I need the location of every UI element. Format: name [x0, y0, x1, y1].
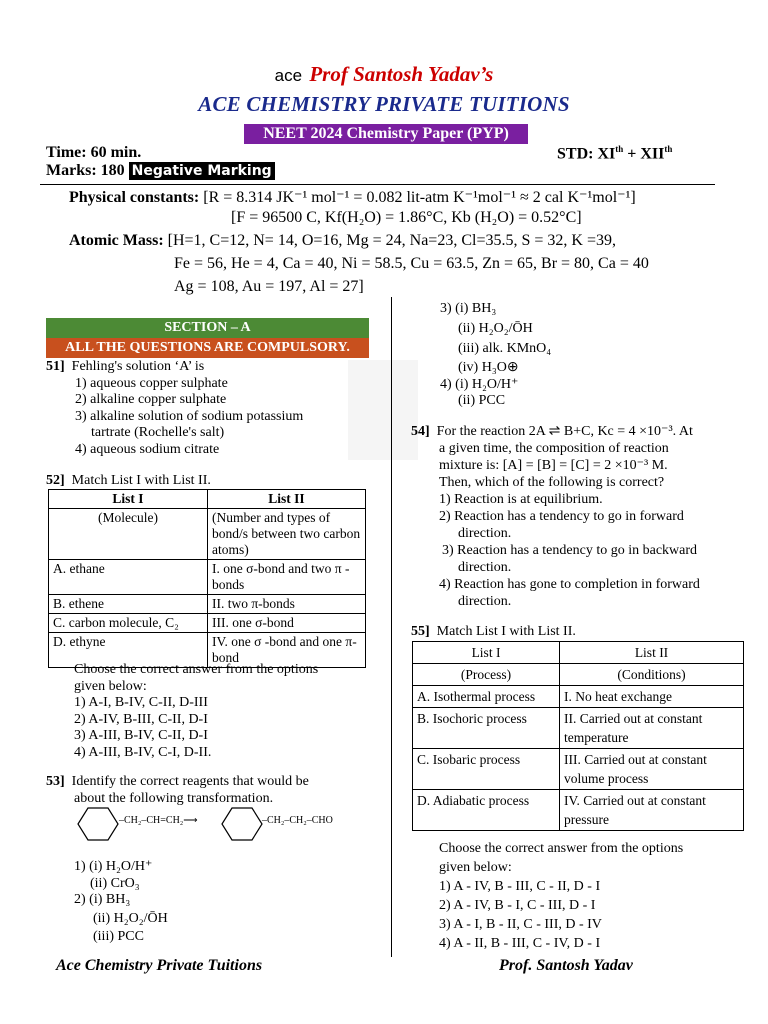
section-note: ALL THE QUESTIONS ARE COMPULSORY. — [46, 338, 369, 358]
physical-constants-line2: [F = 96500 C, Kf(H₂O) = 1.86°C, Kb (H₂O) = 0.52°C] — [231, 209, 582, 226]
footer-author: Prof. Santosh Yadav — [499, 957, 633, 974]
section-title: SECTION – A — [46, 318, 369, 338]
question-53-options-left: 1) (i) H₂O/H⁺ (ii) CrO₃ 2) (i) BH₃ (ii) H₂O₂/ŌH (iii) PCC — [74, 859, 168, 944]
question-51: 51] Fehling's solution ‘A’ is 1) aqueous copper sulphate 2) alkaline copper sulphate 3) alkaline solution of sodium potassium tartrate (Rochelle's salt) 4) aqueous sodium citrate — [46, 359, 304, 457]
negative-marking-badge: Negative Marking — [129, 162, 275, 180]
marks-label: Marks: 180 Negative Marking — [46, 162, 275, 180]
time-label: Time: 60 min. — [46, 144, 142, 161]
question-52-options: Choose the correct answer from the options given below: 1) A-I, B-IV, C-II, D-III 2) A-IV, B-III, C-II, D-I 3) A-III, B-IV, C-II, D-I 4) A-III, B-IV, C-I, D-II. — [74, 662, 319, 760]
question-53-options-right: 3) (i) BH₃ (ii) H₂O₂/ŌH (iii) alk. KMnO₄ (iv) H₃O⊕ 4) (i) H₂O/H⁺ (ii) PCC — [440, 301, 552, 408]
brand-name: Prof Santosh Yadav’s — [309, 62, 494, 86]
atomic-mass-line3: Ag = 108, Au = 197, Al = 27] — [174, 278, 364, 295]
paper-title: NEET 2024 Chemistry Paper (PYP) — [244, 124, 528, 144]
atomic-mass-line1: Atomic Mass: [H=1, C=12, N= 14, O=16, Mg = 24, Na=23, Cl=35.5, S = 32, K =39, — [69, 232, 616, 249]
footer-institute: Ace Chemistry Private Tuitions — [56, 957, 263, 974]
question-55-title: 55] Match List I with List II. — [411, 624, 576, 639]
question-52-title: 52] Match List I with List II. — [46, 473, 211, 488]
header-divider — [40, 184, 715, 185]
reactant-chain: –CH₂–CH=CH₂⟶ — [119, 815, 198, 826]
question-55-options: Choose the correct answer from the options given below: 1) A - IV, B - III, C - II, D - I 2) A - IV, B - I, C - III, D - I 3) A - I, B - II, C - III, D - IV 4) A - II, B - III, C - IV, D - I — [439, 841, 684, 951]
benzene-ring-product — [222, 808, 262, 840]
ace-logo: ace — [274, 66, 303, 85]
benzene-ring-reactant — [78, 808, 118, 840]
atomic-mass-line2: Fe = 56, He = 4, Ca = 40, Ni = 58.5, Cu = 63.5, Zn = 65, Br = 80, Ca = 40 — [174, 255, 649, 272]
column-divider — [391, 297, 392, 957]
question-53: 53] Identify the correct reagents that would be about the following transformation. — [46, 774, 309, 806]
question-54: 54] For the reaction 2A ⇌ B+C, Kc = 4 ×10⁻³. At a given time, the composition of reaction mixture is: [A] = [B] = [C] = 2 ×10⁻³ M. Then, which of the following is correct? 1) Reaction is at equilibrium. 2) Reaction has a tendency to go in forward direction. 3) Reaction has a tendency to go in backward direction. 4) Reaction has gone to completion in forward direction. — [411, 424, 700, 609]
product-chain: –CH₂–CH₂–CHO — [262, 815, 333, 826]
physical-constants-line1: Physical constants: [R = 8.314 JK⁻¹ mol⁻¹ = 0.082 lit-atm K⁻¹mol⁻¹ ≈ 2 cal K⁻¹mol⁻¹] — [69, 189, 636, 206]
question-52-table: List I List II (Molecule) (Number and types of bond/s between two carbon atoms) A. ethane I. one σ-bond and two π -bonds B. ethene II. two π-bonds C. carbon molecule, C₂ III. one σ-bond D. ethyne IV. one σ -bond and one π-bond — [48, 489, 366, 668]
std-label: STD: XIth + XIIth — [557, 144, 673, 163]
institute-name: ACE CHEMISTRY PRIVATE TUITIONS — [198, 92, 570, 116]
brand-header — [0, 62, 768, 87]
question-55-table: List I List II (Process) (Conditions) A. Isothermal process I. No heat exchange B. Isochoric process II. Carried out at constant temperature C. Isobaric process III. Carried out at constant volume process D. Adiabatic process IV. Carried out at constant pressure — [412, 641, 744, 831]
